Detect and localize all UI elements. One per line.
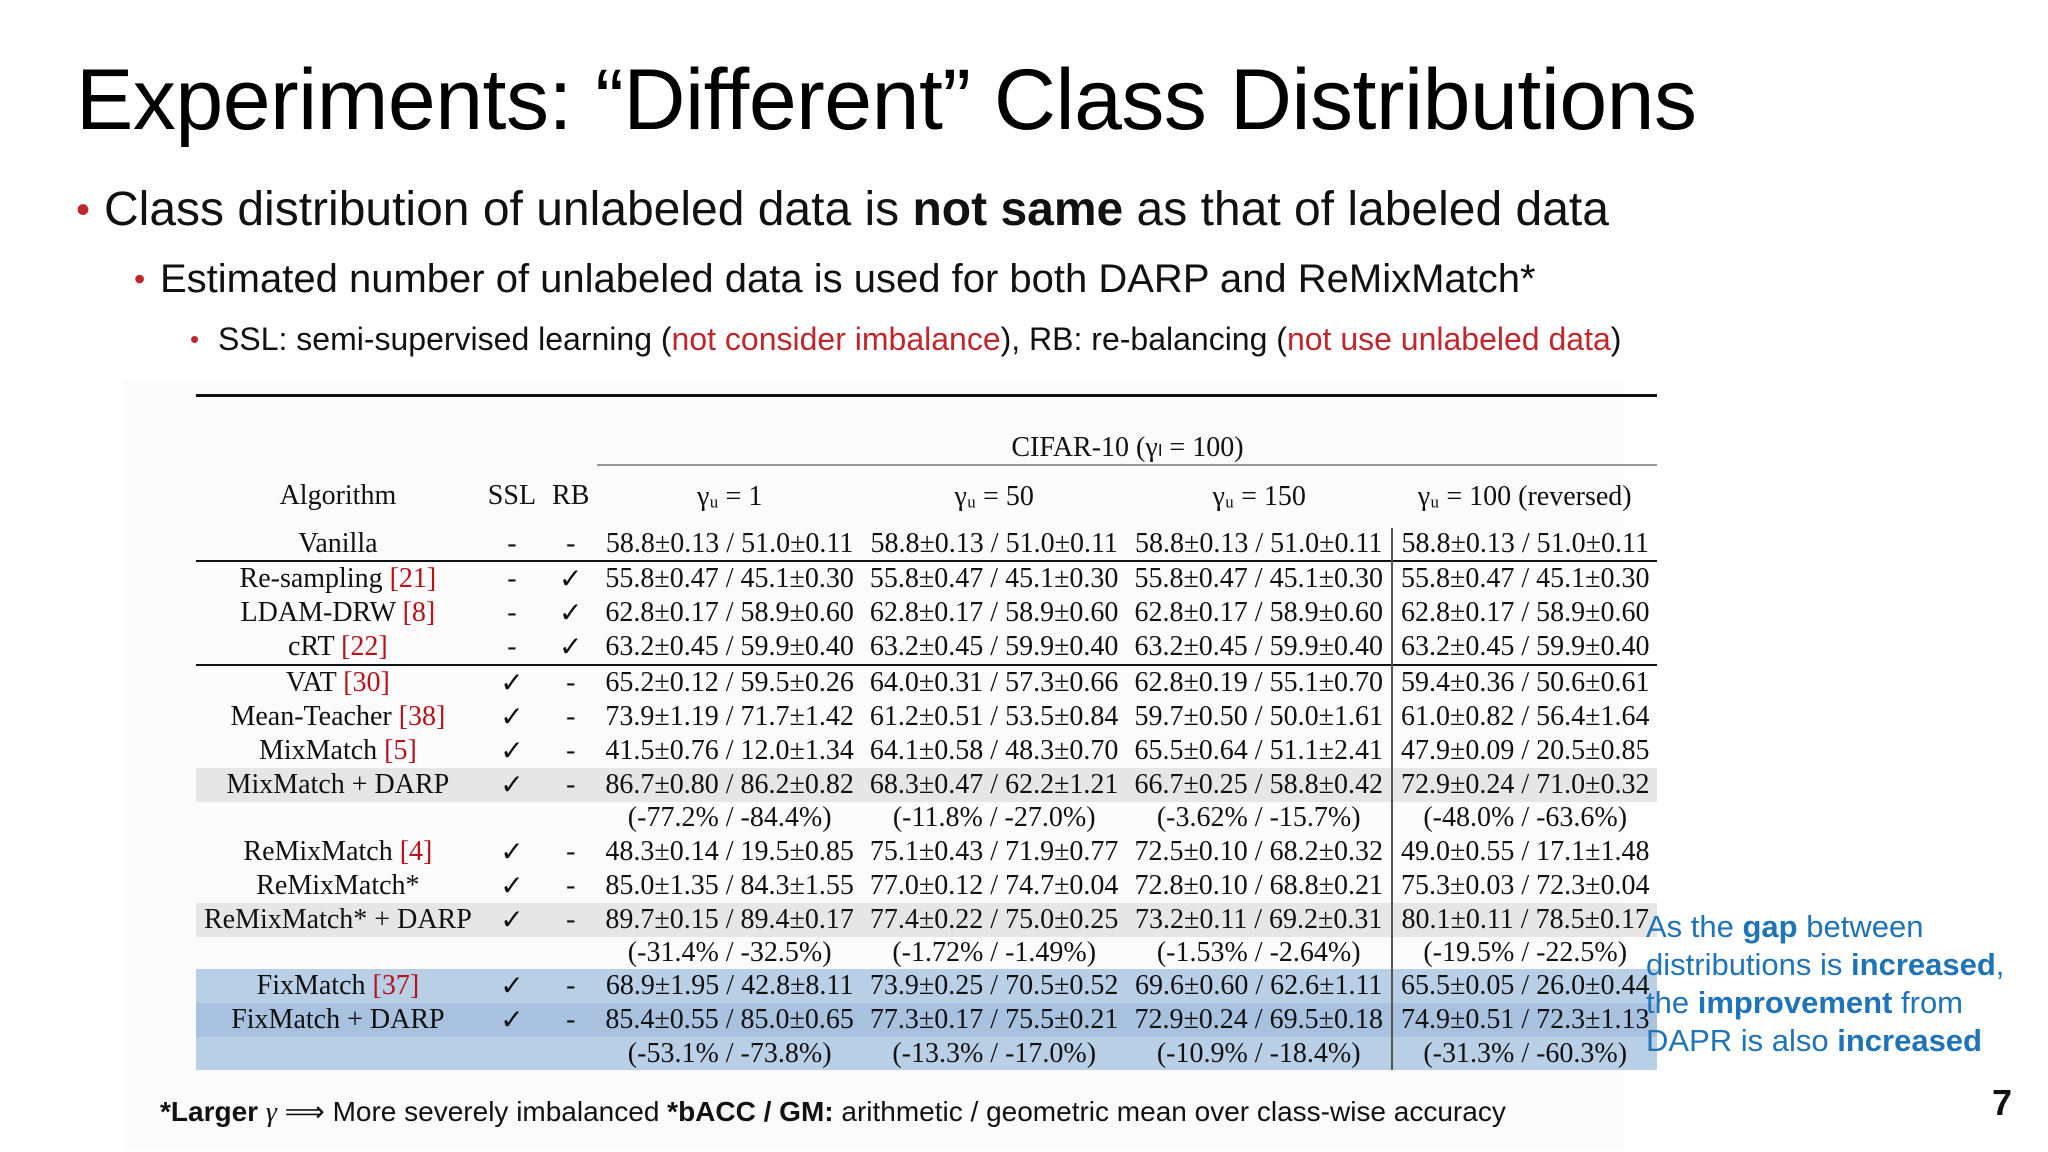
algorithm-cell: [196, 768, 480, 802]
slide-title: Experiments: “Different” Class Distributions: [76, 52, 1697, 148]
result-cell: 62.8±0.17 / 58.9±0.60: [1392, 596, 1658, 630]
rb-cell: -: [544, 768, 597, 802]
result-cell: 65.2±0.12 / 59.5±0.26: [597, 665, 862, 700]
result-cell: 77.0±0.12 / 74.7±0.04: [869, 869, 1119, 901]
rb-cell: [544, 1037, 597, 1070]
bullet3-text-2: ), RB: re-balancing (: [1000, 321, 1287, 357]
result-cell: 72.8±0.10 / 68.8±0.21: [1134, 869, 1383, 901]
algorithm-name: Re-sampling: [239, 563, 390, 595]
table-row: [196, 937, 1657, 970]
algorithm-cell: [196, 835, 480, 869]
result-cell: 69.6±0.60 / 62.6±1.11: [1126, 969, 1392, 1003]
rb-cell: ✓: [558, 598, 583, 630]
result-cell: (-1.53% / -2.64%): [1156, 937, 1361, 969]
result-cell: 68.9±1.95 / 42.8±8.11: [597, 969, 862, 1003]
citation-ref: [5]: [384, 735, 417, 767]
citation-ref: [37]: [372, 970, 420, 1002]
ssl-cell: ✓: [500, 736, 524, 768]
column-header: γᵤ = 150: [1126, 465, 1392, 528]
result-cell: 61.2±0.51 / 53.5±0.84: [869, 701, 1119, 733]
result-cell: 55.8±0.47 / 45.1±0.30: [1126, 561, 1392, 596]
result-cell: 49.0±0.55 / 17.1±1.48: [1392, 835, 1658, 869]
table-row: [196, 768, 1657, 802]
note-text: As the: [1646, 909, 1743, 944]
result-cell: 48.3±0.14 / 19.5±0.85: [605, 835, 854, 867]
algorithm-name: ReMixMatch*: [256, 869, 420, 901]
algorithm-name: ReMixMatch: [243, 835, 400, 867]
note-text: , the: [1646, 947, 2005, 1020]
result-cell: 72.9±0.24 / 71.0±0.32: [1392, 768, 1658, 802]
result-cell: 73.9±1.19 / 71.7±1.42: [605, 701, 854, 733]
results-table-image: [124, 380, 1650, 1150]
result-cell: 66.7±0.25 / 58.8±0.42: [1126, 768, 1392, 802]
result-cell: 73.2±0.11 / 69.2±0.31: [1126, 903, 1392, 937]
rb-cell: -: [566, 835, 576, 867]
algorithm-cell: [196, 734, 480, 768]
algorithm-cell: [196, 596, 480, 630]
result-cell: 68.3±0.47 / 62.2±1.21: [862, 768, 1127, 802]
bullet1-text-pre: Class distribution of unlabeled data is: [104, 183, 913, 236]
note-bold: increased: [1851, 947, 1996, 982]
result-cell: 72.5±0.10 / 68.2±0.32: [1134, 835, 1383, 867]
bullet3-text-3: ): [1610, 321, 1622, 357]
result-cell: (-1.72% / -1.49%): [892, 937, 1097, 969]
rb-cell: -: [544, 969, 597, 1003]
column-header: RB: [552, 480, 590, 512]
note-text: between distributions is: [1646, 909, 1924, 982]
result-cell: 75.1±0.43 / 71.9±0.77: [869, 835, 1119, 867]
rb-cell: -: [544, 903, 597, 937]
result-cell: (-53.1% / -73.8%): [597, 1037, 862, 1070]
table-row: [196, 561, 1657, 596]
result-cell: 75.3±0.03 / 72.3±0.04: [1392, 869, 1658, 903]
result-cell: 65.5±0.64 / 51.1±2.41: [1134, 735, 1383, 767]
citation-ref: [4]: [399, 835, 433, 867]
ssl-cell: ✓: [480, 665, 544, 700]
table-row: [196, 630, 1657, 665]
table-row: [196, 835, 1657, 869]
ssl-cell: [480, 802, 544, 835]
ssl-cell: ✓: [500, 836, 524, 868]
ssl-cell: [480, 937, 544, 970]
result-cell: (-48.0% / -63.6%): [1392, 802, 1658, 835]
column-header: γᵤ = 50: [862, 465, 1127, 528]
bullet-dot: •: [76, 188, 91, 232]
result-cell: 63.2±0.45 / 59.9±0.40: [605, 631, 854, 663]
table-row: [196, 969, 1657, 1003]
rb-cell: ✓: [558, 632, 583, 664]
result-cell: 73.9±0.25 / 70.5±0.52: [862, 969, 1127, 1003]
note-text: from DAPR is also: [1646, 985, 1964, 1058]
footnote-bold: *bACC / GM:: [667, 1096, 834, 1127]
result-cell: 61.0±0.82 / 56.4±1.64: [1392, 700, 1658, 734]
column-header: Algorithm: [279, 480, 397, 512]
ssl-cell: ✓: [480, 903, 544, 937]
table-row: [196, 665, 1657, 700]
result-cell: 62.8±0.17 / 58.9±0.60: [869, 597, 1119, 629]
algorithm-cell: [196, 561, 480, 596]
result-cell: 85.4±0.55 / 85.0±0.65: [597, 1003, 862, 1037]
citation-ref: [30]: [343, 667, 390, 699]
result-cell: 72.9±0.24 / 69.5±0.18: [1126, 1003, 1392, 1037]
rb-cell: [544, 937, 597, 970]
rb-cell: -: [566, 735, 576, 767]
result-cell: 65.5±0.05 / 26.0±0.44: [1392, 969, 1658, 1003]
bullet1-text-post: as that of labeled data: [1123, 183, 1609, 236]
algorithm-name: ReMixMatch* + DARP: [204, 903, 472, 935]
algorithm-cell: [196, 665, 480, 700]
algorithm-name: FixMatch + DARP: [231, 1004, 445, 1036]
result-cell: 55.8±0.47 / 45.1±0.30: [862, 561, 1127, 596]
bullet-level-1: [76, 180, 1609, 240]
rb-cell: -: [566, 701, 576, 733]
algorithm-name: FixMatch: [256, 970, 373, 1002]
algorithm-cell: [196, 1037, 480, 1070]
result-cell: 55.8±0.47 / 45.1±0.30: [1392, 561, 1658, 596]
rb-cell: [544, 802, 597, 835]
result-cell: 62.8±0.17 / 58.9±0.60: [605, 597, 854, 629]
result-cell: 74.9±0.51 / 72.3±1.13: [1392, 1003, 1658, 1037]
result-cell: 58.8±0.13 / 51.0±0.11: [1134, 527, 1383, 559]
rb-cell: -: [544, 665, 597, 700]
algorithm-name: Vanilla: [298, 527, 378, 559]
result-cell: 77.4±0.22 / 75.0±0.25: [862, 903, 1127, 937]
ssl-cell: ✓: [480, 969, 544, 1003]
algorithm-cell: [196, 630, 480, 665]
table-row: [196, 1003, 1657, 1037]
result-cell: (-10.9% / -18.4%): [1126, 1037, 1392, 1070]
citation-ref: [38]: [398, 701, 446, 733]
footnote: [160, 1092, 1506, 1133]
algorithm-name: LDAM-DRW: [240, 597, 403, 629]
algorithm-name: MixMatch: [258, 735, 385, 767]
citation-ref: [21]: [389, 563, 437, 595]
table-row: [196, 528, 1657, 562]
algorithm-name: MixMatch + DARP: [226, 769, 450, 801]
table-row: [196, 734, 1657, 768]
algorithm-name: Mean-Teacher: [230, 701, 399, 733]
result-cell: 41.5±0.76 / 12.0±1.34: [605, 735, 854, 767]
citation-ref: [8]: [402, 597, 436, 629]
algorithm-cell: [196, 802, 480, 835]
result-cell: 85.0±1.35 / 84.3±1.55: [605, 869, 854, 901]
group-header: CIFAR-10 (γₗ = 100): [1011, 431, 1244, 463]
algorithm-cell: [196, 700, 480, 734]
table-row: [196, 903, 1657, 937]
ssl-cell: -: [480, 561, 544, 596]
bullet3-text-1: SSL: semi-supervised learning (: [218, 321, 672, 357]
algorithm-cell: [196, 969, 480, 1003]
bullet1-text-bold: not same: [912, 183, 1124, 236]
ssl-cell: [480, 1037, 544, 1070]
page-number: 7: [1992, 1082, 2013, 1123]
result-cell: 63.2±0.45 / 59.9±0.40: [1392, 630, 1658, 665]
bullet3-red-2: not use unlabeled data: [1286, 321, 1611, 357]
result-cell: 55.8±0.47 / 45.1±0.30: [597, 561, 862, 596]
rb-cell: -: [544, 1003, 597, 1037]
result-cell: (-19.5% / -22.5%): [1392, 937, 1658, 970]
note-bold: gap: [1742, 909, 1798, 944]
bullet-level-3: [190, 318, 1622, 360]
result-cell: 64.0±0.31 / 57.3±0.66: [862, 665, 1127, 700]
ssl-cell: -: [507, 631, 517, 663]
rb-cell: -: [566, 527, 576, 559]
rb-cell: -: [566, 869, 576, 901]
result-cell: (-77.2% / -84.4%): [627, 802, 832, 834]
bullet-dot: •: [190, 324, 200, 354]
result-cell: 63.2±0.45 / 59.9±0.40: [869, 631, 1119, 663]
result-cell: (-31.3% / -60.3%): [1392, 1037, 1658, 1070]
table-row: [196, 596, 1657, 630]
result-cell: 89.7±0.15 / 89.4±0.17: [597, 903, 862, 937]
note-bold: improvement: [1697, 985, 1893, 1020]
bullet3-red-1: not consider imbalance: [671, 321, 1001, 357]
result-cell: 62.8±0.19 / 55.1±0.70: [1126, 665, 1392, 700]
result-cell: 62.8±0.17 / 58.9±0.60: [1134, 597, 1383, 629]
algorithm-cell: [196, 528, 480, 562]
result-cell: 59.7±0.50 / 50.0±1.61: [1134, 701, 1383, 733]
result-cell: 59.4±0.36 / 50.6±0.61: [1392, 665, 1658, 700]
ssl-cell: -: [507, 597, 517, 629]
result-cell: 58.8±0.13 / 51.0±0.11: [1392, 528, 1658, 562]
results-table: [196, 394, 1657, 1070]
result-cell: 58.8±0.13 / 51.0±0.11: [870, 527, 1118, 559]
ssl-cell: -: [507, 527, 517, 559]
algorithm-cell: [196, 869, 480, 903]
ssl-cell: ✓: [500, 702, 524, 734]
result-cell: (-3.62% / -15.7%): [1156, 802, 1361, 834]
result-cell: 64.1±0.58 / 48.3±0.70: [869, 735, 1119, 767]
ssl-cell: ✓: [480, 1003, 544, 1037]
ssl-cell: ✓: [480, 768, 544, 802]
table-row: [196, 869, 1657, 903]
result-cell: 63.2±0.45 / 59.9±0.40: [1134, 631, 1383, 663]
result-cell: 47.9±0.09 / 20.5±0.85: [1392, 734, 1658, 768]
column-header: SSL: [487, 480, 537, 512]
footnote-text: ⟹ More severely imbalanced: [276, 1096, 668, 1127]
footnote-text: arithmetic / geometric mean over class-wise accuracy: [833, 1096, 1506, 1127]
bullet-dot: •: [134, 261, 146, 297]
algorithm-name: cRT: [288, 631, 342, 663]
footnote-gamma: γ: [265, 1097, 277, 1128]
result-cell: (-13.3% / -17.0%): [862, 1037, 1127, 1070]
rb-cell: ✓: [544, 561, 597, 596]
algorithm-cell: [196, 937, 480, 970]
algorithm-name: VAT: [285, 667, 344, 699]
algorithm-cell: [196, 903, 480, 937]
column-header: γᵤ = 1: [597, 465, 862, 528]
annotation-note: [1646, 908, 2046, 1060]
result-cell: (-11.8% / -27.0%): [892, 802, 1096, 834]
note-bold: increased: [1837, 1023, 1982, 1058]
citation-ref: [22]: [341, 631, 388, 663]
result-cell: 86.7±0.80 / 86.2±0.82: [597, 768, 862, 802]
bullet-level-2: [134, 254, 1536, 304]
ssl-cell: ✓: [500, 870, 524, 902]
result-cell: 77.3±0.17 / 75.5±0.21: [862, 1003, 1127, 1037]
result-cell: 80.1±0.11 / 78.5±0.17: [1392, 903, 1658, 937]
result-cell: 58.8±0.13 / 51.0±0.11: [605, 527, 854, 559]
column-header: γᵤ = 100 (reversed): [1392, 465, 1658, 528]
footnote-bold: *Larger: [160, 1096, 266, 1127]
bullet2-text: Estimated number of unlabeled data is used for both DARP and ReMixMatch*: [160, 257, 1536, 301]
table-row: [196, 802, 1657, 835]
table-row: [196, 700, 1657, 734]
table-row: [196, 1037, 1657, 1070]
result-cell: (-31.4% / -32.5%): [627, 937, 832, 969]
algorithm-cell: [196, 1003, 480, 1037]
